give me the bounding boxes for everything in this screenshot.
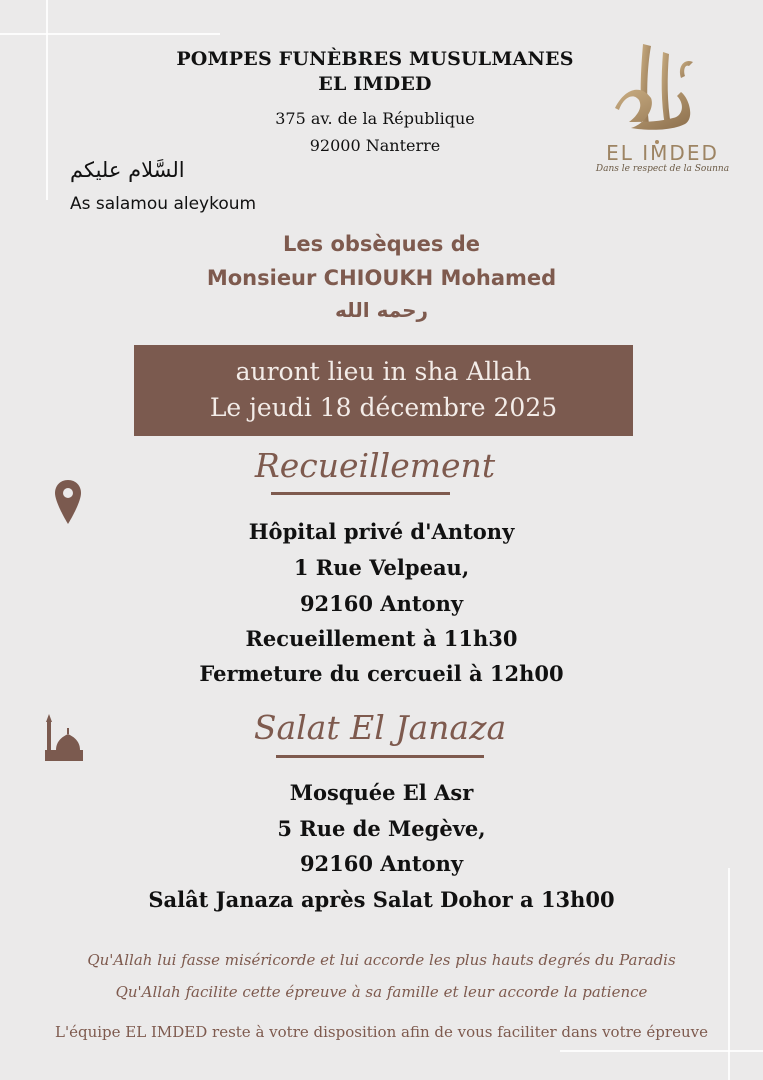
recueillement-city: 92160 Antony xyxy=(299,591,464,616)
company-name-line2: EL IMDED xyxy=(318,73,432,95)
date-banner xyxy=(134,345,633,436)
logo-name: EL IMDED xyxy=(606,141,719,165)
greeting-french: As salamou aleykoum xyxy=(70,194,257,214)
recueillement-underline xyxy=(271,492,450,495)
coffin-closing-time: Fermeture du cercueil à 12h00 xyxy=(199,661,564,686)
mosque-icon xyxy=(44,714,84,762)
prayer-line-1: Qu'Allah lui fasse miséricorde et lui accorde les plus hauts degrés du Paradis xyxy=(87,951,676,969)
logo-tagline: Dans le respect de la Sounna xyxy=(595,164,730,174)
announcement-intro: Les obsèques de xyxy=(283,232,480,256)
mosque-street: 5 Rue de Megève, xyxy=(277,816,486,841)
company-name-line1: POMPES FUNÈBRES MUSULMANES xyxy=(176,48,574,70)
date-banner-line2: Le jeudi 18 décembre 2025 xyxy=(209,393,558,422)
recueillement-title: Recueillement xyxy=(254,446,496,485)
salat-title: Salat El Janaza xyxy=(253,708,507,747)
salat-underline xyxy=(276,755,484,758)
prayer-line-2: Qu'Allah facilite cette épreuve à sa famille et leur accorde la patience xyxy=(115,983,648,1001)
decorative-line xyxy=(0,33,220,35)
salat-time: Salât Janaza après Salat Dohor a 13h00 xyxy=(148,887,615,912)
greeting-arabic: السَّلام عليكم xyxy=(70,158,185,182)
mosque-city: 92160 Antony xyxy=(299,851,464,876)
recueillement-time: Recueillement à 11h30 xyxy=(245,626,518,651)
decorative-line xyxy=(560,1050,763,1052)
company-name xyxy=(160,47,590,97)
recueillement-street: 1 Rue Velpeau, xyxy=(293,555,470,580)
calligraphy-logo-icon xyxy=(585,38,740,198)
announcement-arabic: رحمه الله xyxy=(334,298,429,322)
company-address-city: 92000 Nanterre xyxy=(309,136,441,155)
company-address-street: 375 av. de la République xyxy=(275,109,475,128)
footer-note: L'équipe EL IMDED reste à votre disposition afin de vous faciliter dans votre épreuve xyxy=(55,1023,708,1041)
date-banner-line1: auront lieu in sha Allah xyxy=(235,357,532,386)
decorative-line xyxy=(46,0,48,200)
mosque-name: Mosquée El Asr xyxy=(289,780,474,805)
deceased-name: Monsieur CHIOUKH Mohamed xyxy=(206,266,557,290)
recueillement-place: Hôpital privé d'Antony xyxy=(248,519,515,544)
